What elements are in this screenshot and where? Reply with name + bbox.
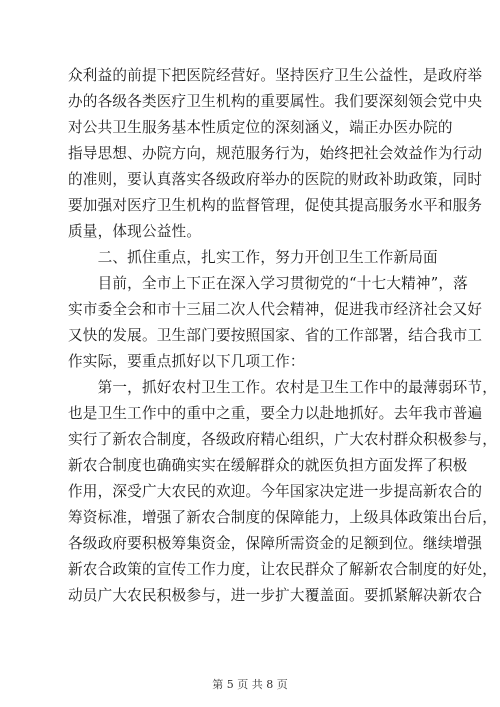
text-line: 动员广大农民积极参与，进一步扩大覆盖面。要抓紧解决新农合 xyxy=(68,587,483,604)
text-line: 新农合政策的宣传工作力度，让农民群众了解新农合制度的好处， xyxy=(68,561,498,578)
text-line: 作实际，要重点抓好以下几项工作： xyxy=(68,353,305,370)
text-line: 的准则，要认真落实各级政府举办的医院的财政补助政策，同时 xyxy=(68,171,483,188)
text-line: 各级政府要积极筹集资金，保障所需资金的足额到位。继续增强 xyxy=(68,535,483,552)
text-line: 办的各级各类医疗卫生机构的重要属性。我们要深刻领会党中央 xyxy=(68,93,483,110)
text-line: 要加强对医疗卫生机构的监督管理，促使其提高服务水平和服务 xyxy=(68,197,483,214)
text-line: 也是卫生工作中的重中之重，要全力以赴地抓好。去年我市普遍 xyxy=(68,405,483,422)
text-line: 筹资标准，增强了新农合制度的保障能力，上级具体政策出台后， xyxy=(68,509,498,526)
text-line: 目前，全市上下正在深入学习贯彻党的“十七大精神”，落 xyxy=(68,275,468,292)
text-line: 新农合制度也确确实实在缓解群众的就医负担方面发挥了积极 xyxy=(68,457,468,474)
text-line: 实行了新农合制度，各级政府精心组织，广大农村群众积极参与， xyxy=(68,431,498,448)
text-line: 质量，体现公益性。 xyxy=(68,223,202,240)
text-line: 实市委全会和市十三届二次人代会精神，促进我市经济社会又好 xyxy=(68,301,483,318)
text-line: 又快的发展。卫生部门要按照国家、省的工作部署，结合我市工 xyxy=(68,327,483,344)
page-footer: 第 5 页 共 8 页 xyxy=(212,678,288,691)
text-line: 第一，抓好农村卫生工作。农村是卫生工作中的最薄弱环节， xyxy=(68,379,498,396)
text-line: 作用，深受广大农民的欢迎。今年国家决定进一步提高新农合的 xyxy=(68,483,483,500)
section-heading: 二、抓住重点，扎实工作，努力开创卫生工作新局面 xyxy=(68,249,438,266)
text-line: 对公共卫生服务基本性质定位的深刻涵义，端正办医办院的 xyxy=(68,119,453,136)
text-line: 众利益的前提下把医院经营好。坚持医疗卫生公益性，是政府举 xyxy=(68,67,483,84)
text-line: 指导思想、办院方向，规范服务行为，始终把社会效益作为行动 xyxy=(68,145,483,162)
